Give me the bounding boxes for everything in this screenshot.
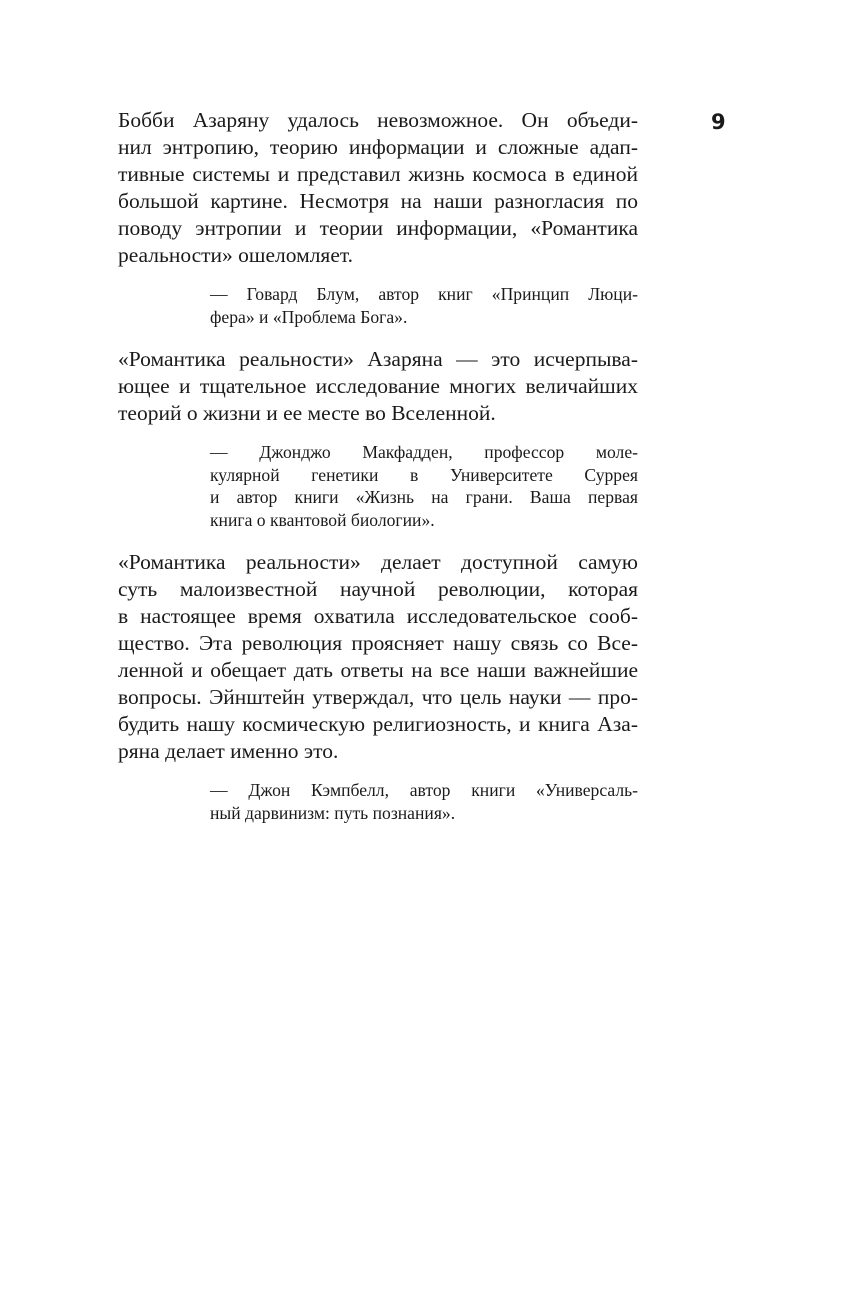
attribution-line: — Джонджо Макфадден, профессор моле- xyxy=(210,442,638,462)
review-quote-1 xyxy=(88,107,638,269)
quote-line: ющее и тщательное исследование многих величайших xyxy=(118,374,638,398)
quote-line: большой картине. Несмотря на наши разногласия по xyxy=(118,189,638,213)
quote-line: будить нашу космическую религиозность, и книга Аза- xyxy=(118,712,638,736)
quote-line: вопросы. Эйнштейн утверждал, что цель науки — про- xyxy=(118,685,638,709)
quote-line: теорий о жизни и ее месте во Вселенной. xyxy=(118,401,496,425)
quote-line: нил энтропию, теорию информации и сложные адап- xyxy=(118,135,638,159)
attribution-line: — Говард Блум, автор книг «Принцип Люци- xyxy=(210,284,638,304)
text-column xyxy=(88,107,638,824)
review-attribution-2 xyxy=(210,441,638,531)
quote-line: поводу энтропии и теории информации, «Романтика xyxy=(118,216,638,240)
quote-line: ленной и обещает дать ответы на все наши важнейшие xyxy=(118,658,638,682)
quote-line: «Романтика реальности» делает доступной самую xyxy=(118,550,638,574)
attribution-line: — Джон Кэмпбелл, автор книги «Универсаль- xyxy=(210,780,638,800)
quote-line: в настоящее время охватила исследовательское сооб- xyxy=(118,604,638,628)
review-attribution-1 xyxy=(210,283,638,328)
quote-line: ряна делает именно это. xyxy=(118,739,339,763)
quote-line: реальности» ошеломляет. xyxy=(118,243,354,267)
quote-line: Бобби Азаряну удалось невозможное. Он объеди- xyxy=(118,108,638,132)
attribution-line: и автор книги «Жизнь на грани. Ваша первая xyxy=(210,487,638,507)
page-number: 9 xyxy=(711,110,726,134)
attribution-line: ный дарвинизм: путь познания». xyxy=(210,802,456,823)
attribution-line: кулярной генетики в Университете Суррея xyxy=(210,464,638,485)
quote-line: суть малоизвестной научной революции, которая xyxy=(118,577,638,601)
quote-line: тивные системы и представил жизнь космоса в единой xyxy=(118,162,638,186)
quote-line: «Романтика реальности» Азаряна — это исчерпыва- xyxy=(118,347,638,371)
attribution-line: фера» и «Проблема Бога». xyxy=(210,306,408,327)
review-attribution-3 xyxy=(210,779,638,824)
review-quote-3 xyxy=(88,549,638,765)
review-quote-2 xyxy=(88,346,638,427)
attribution-line: книга о квантовой биологии». xyxy=(210,509,435,530)
quote-line: щество. Эта революция проясняет нашу связь со Все- xyxy=(118,631,638,655)
